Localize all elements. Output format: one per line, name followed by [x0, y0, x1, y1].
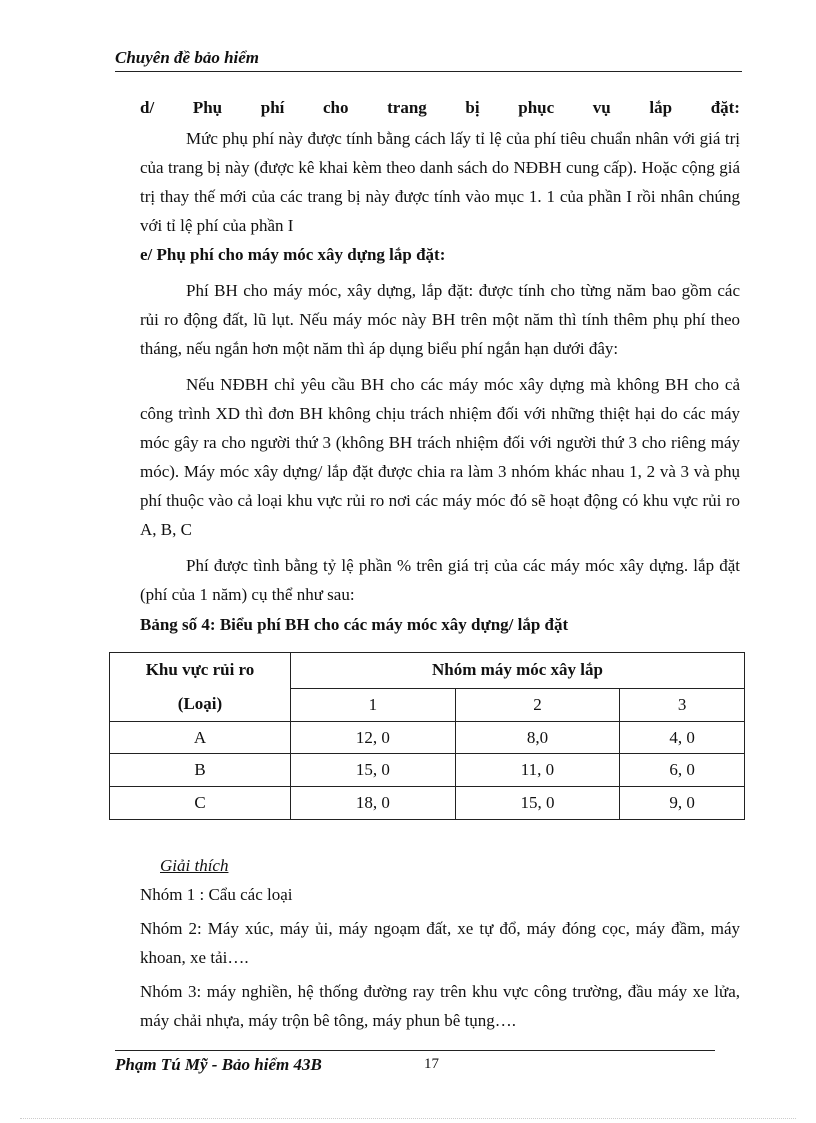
footer-author: Phạm Tú Mỹ - Bảo hiểm 43B: [115, 1055, 322, 1074]
main-content: [140, 93, 740, 638]
zone-cell: A: [110, 722, 291, 754]
heading-word: vụ: [592, 98, 611, 117]
rate-cell: 15, 0: [291, 754, 456, 787]
group-label: 2: [455, 688, 620, 721]
zone-cell: B: [110, 754, 291, 787]
rate-cell: 11, 0: [455, 754, 620, 787]
legend: [140, 851, 740, 1035]
heading-word: đặt:: [710, 98, 740, 117]
page-header-title: Chuyên đề bảo hiểm: [115, 48, 260, 67]
group-header: Nhóm máy móc xây lắp: [291, 653, 745, 689]
heading-word: bị: [465, 98, 480, 117]
footer-divider: [115, 1050, 715, 1051]
page-number: 17: [424, 1056, 439, 1072]
section-e-paragraph-1: Phí BH cho máy móc, xây dựng, lắp đặt: được tính cho từng năm bao gồm các rủi ro động đất, lũ lụt. Nếu máy móc này BH trên một năm thì tính thêm phụ phí theo tháng, nếu ngắn hơn một năm thì áp dụng biểu phí ngắn hạn dưới đây:: [140, 281, 740, 358]
rate-cell: 18, 0: [291, 787, 456, 820]
heading-word: phục: [518, 98, 555, 117]
rate-cell: 12, 0: [291, 722, 456, 754]
table-row: [110, 754, 745, 787]
zone-header-line2: (Loại): [177, 694, 223, 713]
rate-cell: 6, 0: [620, 754, 745, 787]
rate-cell: 4, 0: [620, 722, 745, 754]
section-d-heading: [140, 93, 740, 122]
section-e-paragraph-2: Nếu NĐBH chỉ yêu cầu BH cho các máy móc xây dựng mà không BH cho cả công trình XD thì đơn BH không chịu trách nhiệm đối với những thiệt hại do các máy móc gây ra cho người thứ 3 (không BH trách nhiệm đối với người thứ 3 cho riêng máy móc). Máy móc xây dựng/ lắp đặt được chia ra làm 3 nhóm khác nhau 1, 2 và 3 và phụ phí thuộc vào cả loại khu vực rủi ro nơi các máy móc đó sẽ hoạt động có khu vực rủi ro A, B, C: [140, 375, 740, 539]
group-1-description: Nhóm 1 : Cẩu các loại: [140, 885, 293, 904]
section-d-paragraph: Mức phụ phí này được tính bằng cách lấy tỉ lệ của phí tiêu chuẩn nhân với giá trị của trang bị này (được kê khai kèm theo danh sách do NĐBH cung cấp). Hoặc cộng giá trị thay thế mới của các trang bị này được tính vào mục 1. 1 của phần I rồi nhân chúng với tỉ lệ phí của phần I: [140, 129, 740, 235]
zone-header-line1: Khu vực rủi ro: [145, 660, 255, 679]
group-label: 3: [620, 688, 745, 721]
header-divider: [115, 71, 742, 72]
rate-cell: 9, 0: [620, 787, 745, 820]
heading-word: Phụ: [192, 98, 223, 117]
zone-cell: C: [110, 787, 291, 820]
heading-word: trang: [387, 98, 427, 117]
section-e-heading: e/ Phụ phí cho máy móc xây dựng lắp đặt:: [140, 245, 446, 264]
fee-table: [109, 652, 745, 820]
group-3-description: Nhóm 3: máy nghiền, hệ thống đường ray trên khu vực công trường, đầu máy xe lửa, máy chải nhựa, máy trộn bê tông, máy phun bê tụng….: [140, 982, 740, 1030]
zone-header-cell: [110, 653, 291, 722]
heading-word: lắp: [649, 98, 673, 117]
heading-word: cho: [323, 98, 349, 117]
table-caption: Bảng số 4: Biểu phí BH cho các máy móc xây dựng/ lắp đặt: [140, 615, 569, 634]
table-row: [110, 787, 745, 820]
page-edge-dots: [20, 1118, 796, 1119]
group-2-description: Nhóm 2: Máy xúc, máy ủi, máy ngoạm đất, xe tự đổ, máy đóng cọc, máy đầm, máy khoan, xe tải….: [140, 919, 740, 967]
table-row: [110, 722, 745, 754]
rate-cell: 8,0: [455, 722, 620, 754]
group-label: 1: [291, 688, 456, 721]
legend-title: Giải thích: [160, 856, 229, 875]
heading-word: d/: [140, 98, 155, 117]
rate-cell: 15, 0: [455, 787, 620, 820]
heading-word: phí: [260, 98, 285, 117]
section-e-paragraph-3: Phí được tình bằng tỷ lệ phần % trên giá trị của các máy móc xây dựng. lắp đặt (phí của 1 năm) cụ thể như sau:: [140, 556, 740, 604]
